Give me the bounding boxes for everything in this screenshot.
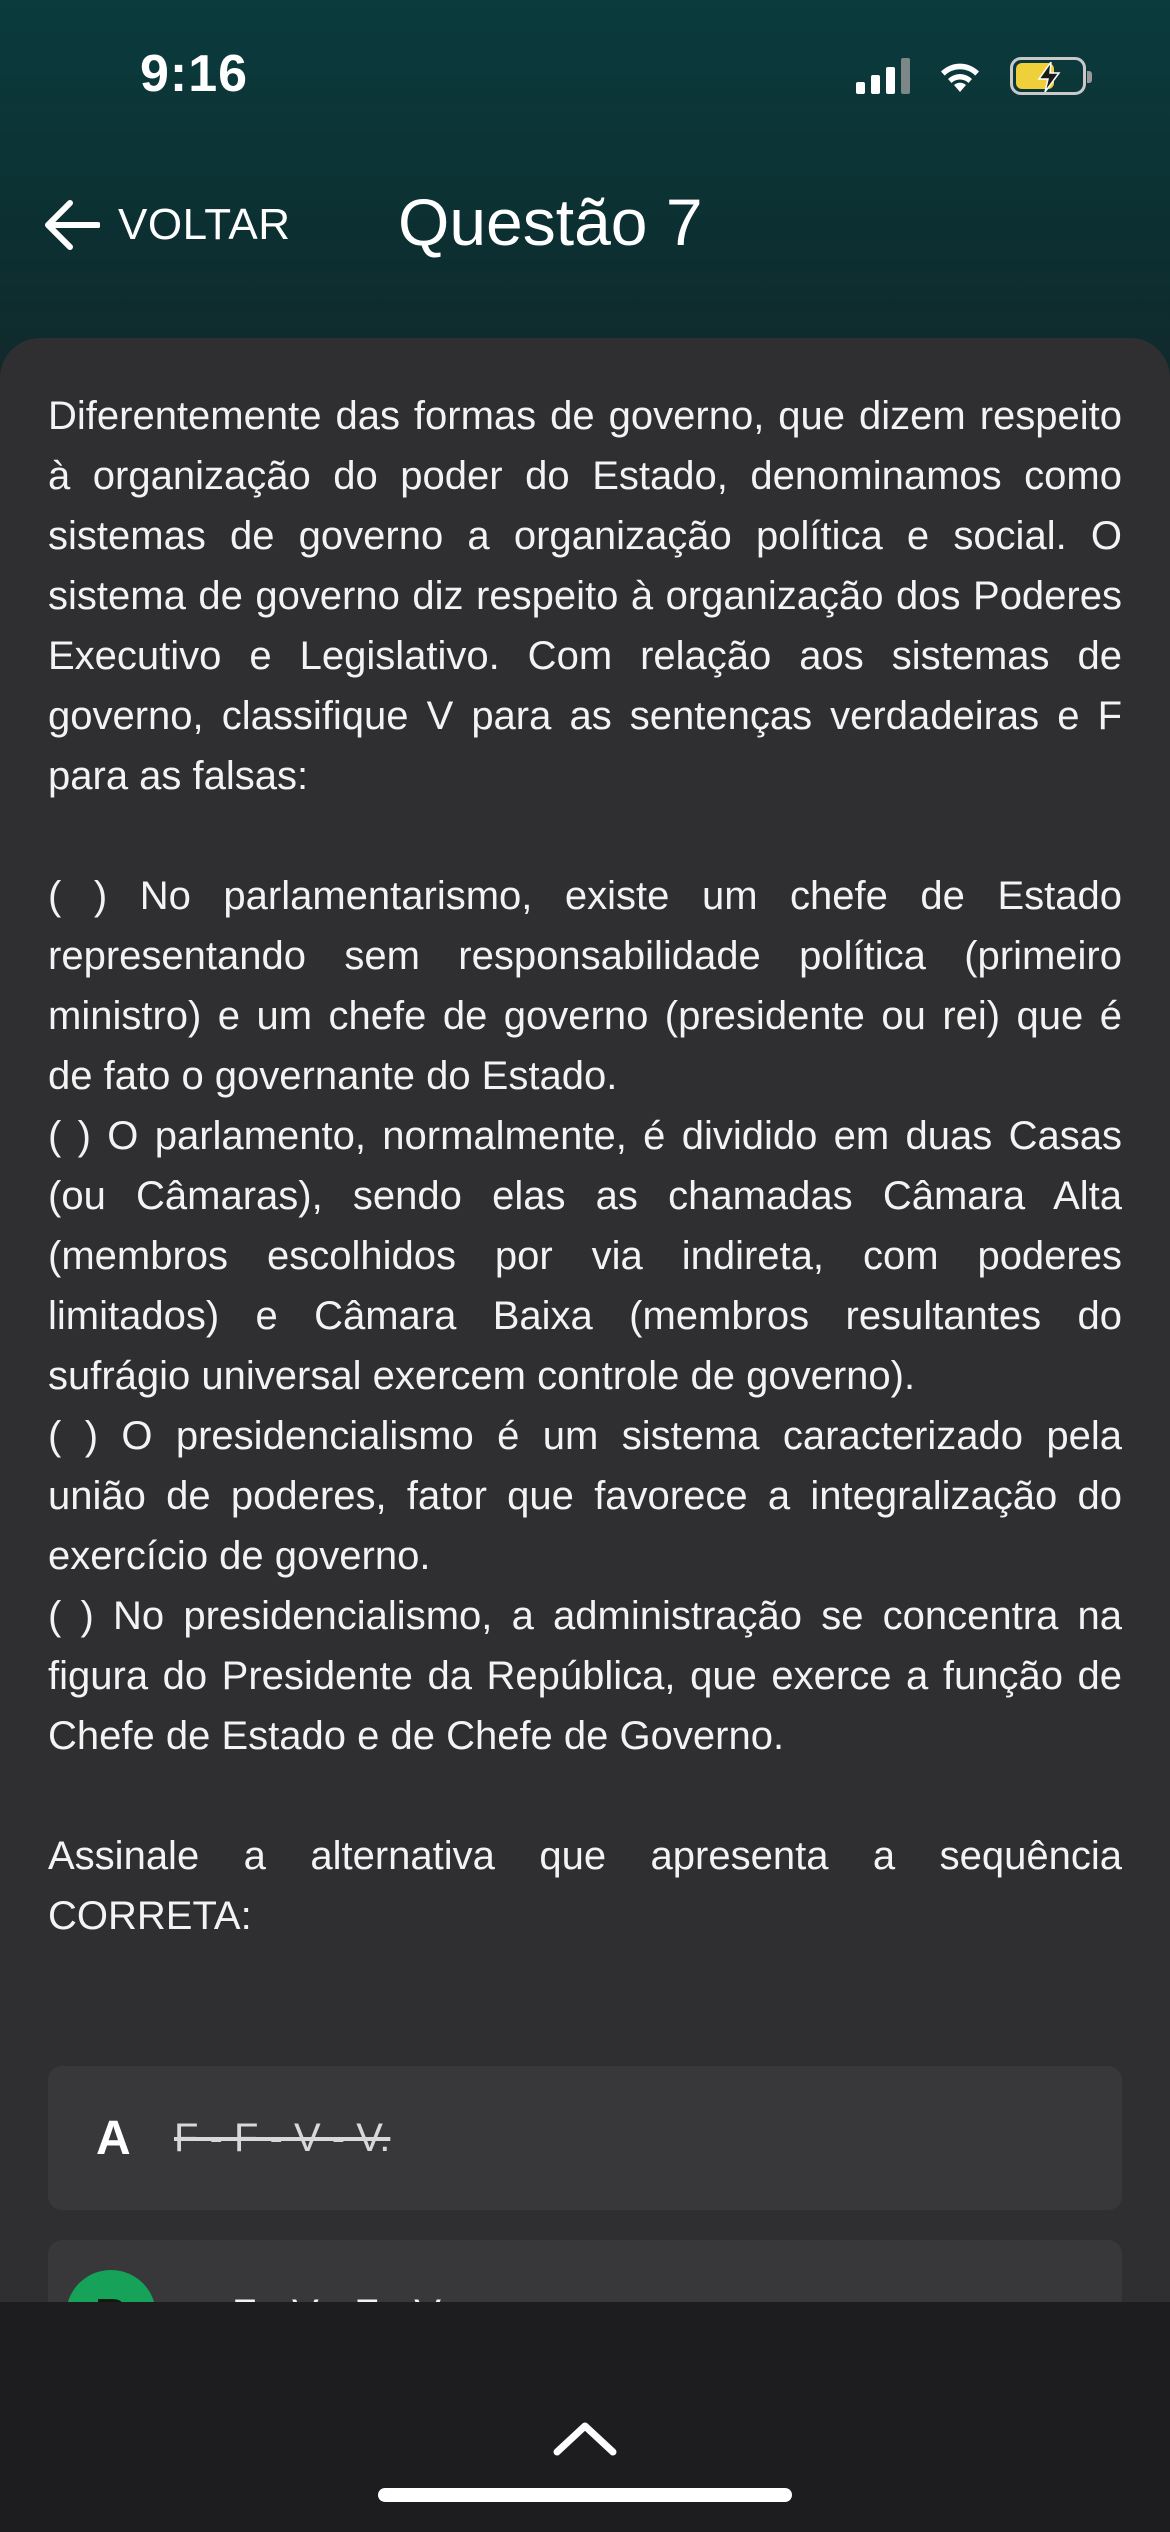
chevron-up-icon[interactable] (551, 2418, 619, 2458)
statement-3: ( ) O presidencialismo é um sistema caracterizado pela união de poderes, fator que favorece a integralização do exercício de governo. (48, 1414, 1122, 1578)
cellular-signal-icon (856, 58, 910, 94)
battery-charging-icon (1010, 57, 1086, 95)
question-prompt: Assinale a alternativa que apresenta a sequência CORRETA: (48, 1834, 1122, 1938)
wifi-icon (936, 58, 984, 94)
question-intro: Diferentemente das formas de governo, que dizem respeito à organização do poder do Estado, denominamos como sistemas de governo a organização política e social. O sistema de governo diz respeito à organização dos Poderes Executivo e Legislativo. Com relação aos sistemas de governo, classifique V para as sentenças verdadeiras e F para as falsas: (48, 394, 1122, 798)
option-a[interactable] (48, 2066, 1122, 2210)
statement-2: ( ) O parlamento, normalmente, é dividido em duas Casas (ou Câmaras), sendo elas as chamadas Câmara Alta (membros escolhidos por via indireta, com poderes limitados) e Câmara Baixa (membros resultantes do sufrágio universal exercem controle de governo). (48, 1114, 1122, 1398)
statement-1: ( ) No parlamentarismo, existe um chefe de Estado representando sem responsabilidade política (primeiro ministro) e um chefe de governo (presidente ou rei) que é de fato o governante do Estado. (48, 874, 1122, 1098)
home-indicator (378, 2488, 792, 2502)
status-time: 9:16 (140, 45, 249, 103)
page-title: Questão 7 (398, 185, 703, 259)
status-icons (856, 52, 1086, 100)
question-text (48, 386, 1122, 1946)
back-label: VOLTAR (118, 200, 291, 249)
arrow-left-icon (44, 199, 100, 251)
option-a-text: F - F - V - V. (174, 2115, 391, 2160)
back-button[interactable] (44, 190, 291, 260)
statement-4: ( ) No presidencialismo, a administração se concentra na figura do Presidente da República, que exerce a função de Chefe de Estado e de Chefe de Governo. (48, 1594, 1122, 1758)
option-a-letter: A (96, 2111, 131, 2165)
